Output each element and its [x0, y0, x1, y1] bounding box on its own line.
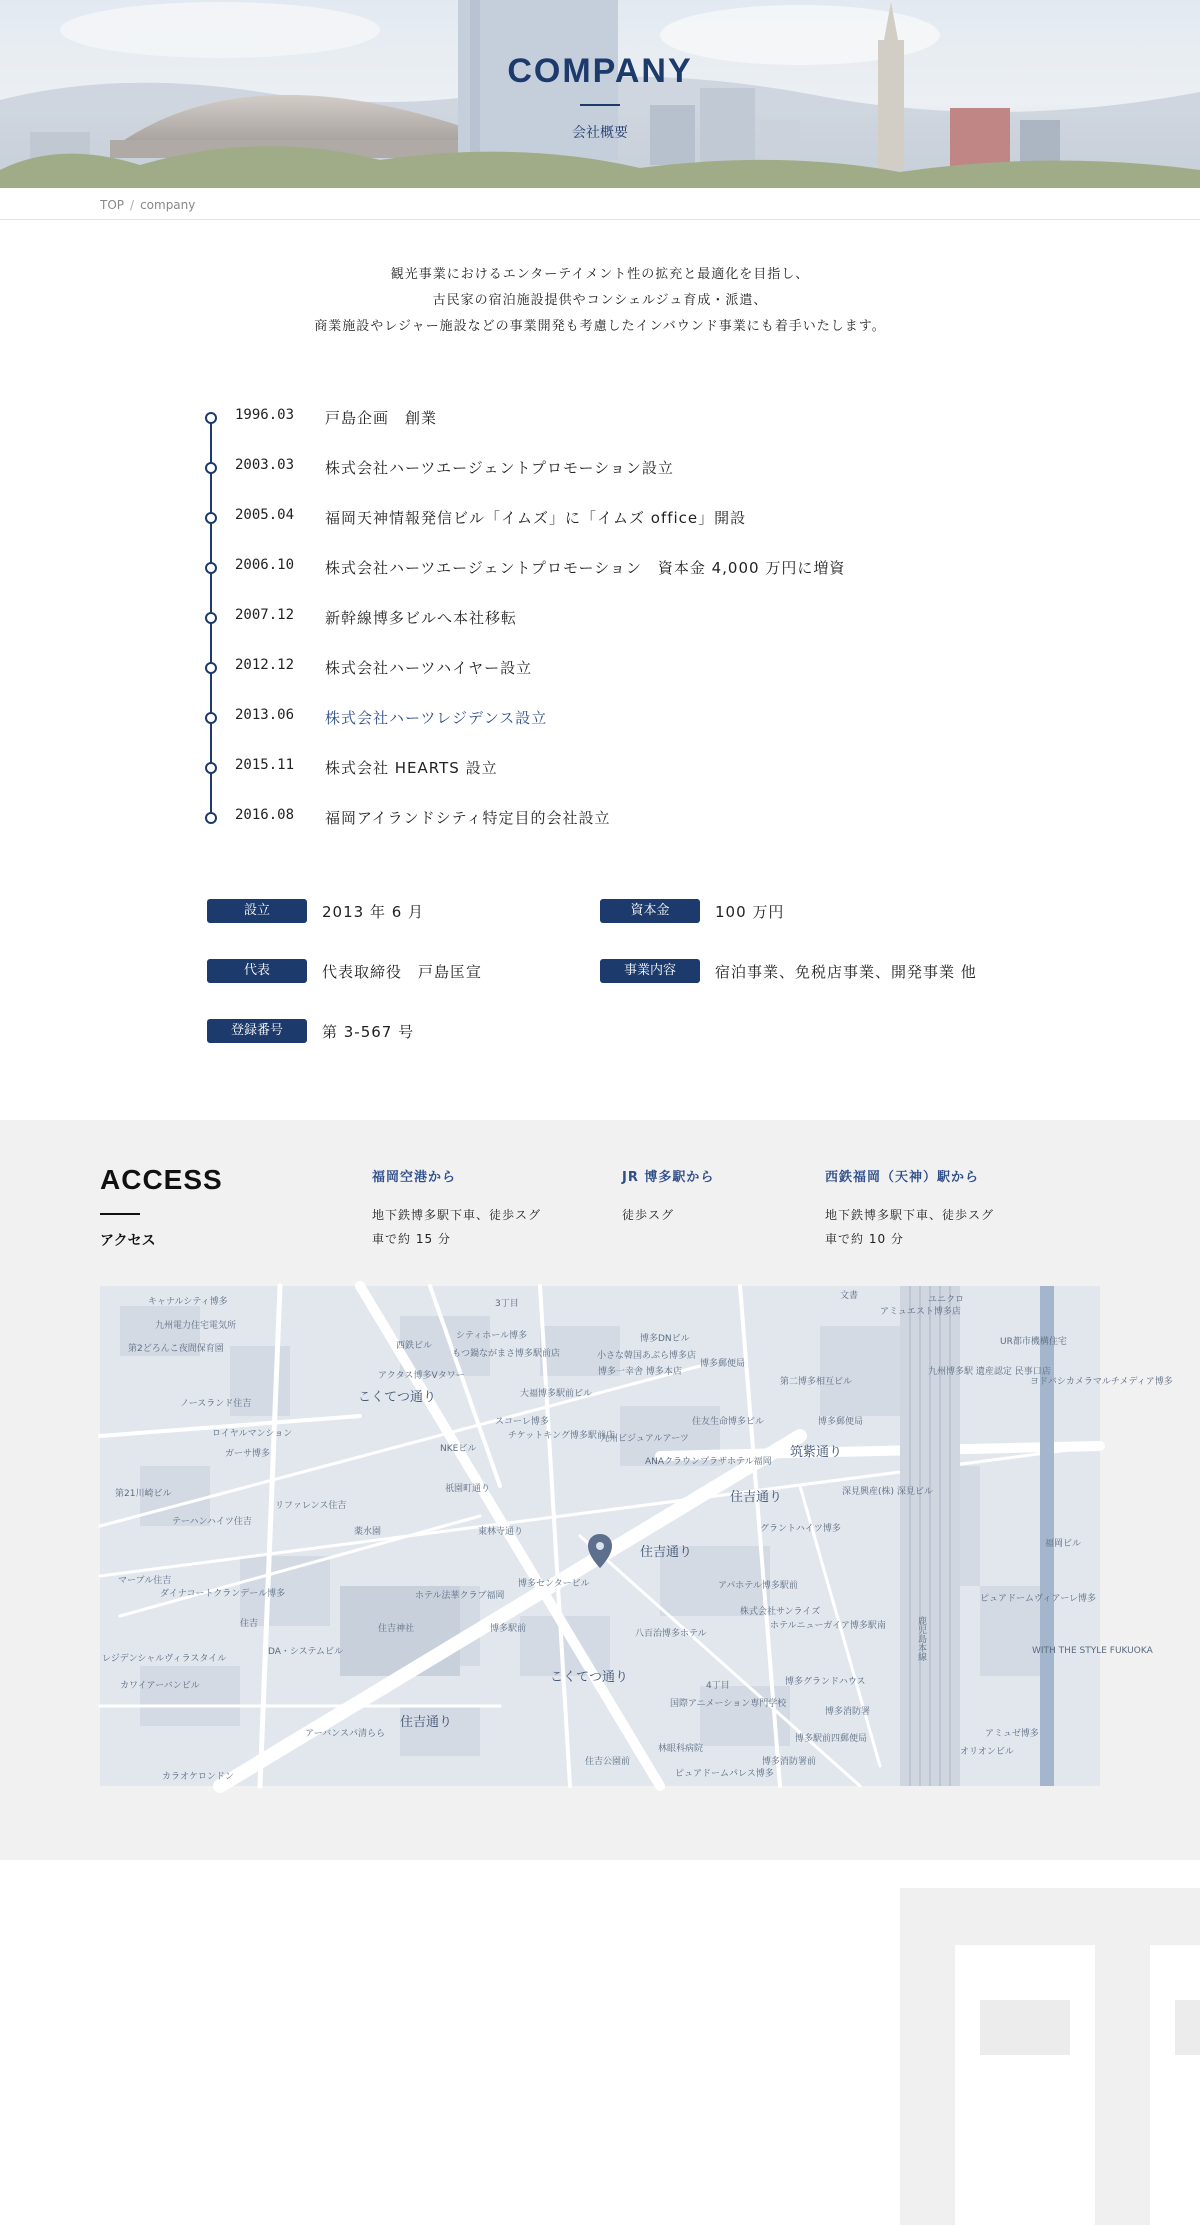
map-label: マーブル住吉	[118, 1576, 172, 1586]
map-street-label: 祇園町通り	[445, 1484, 491, 1494]
map-label: 国際アニメーション専門学校	[670, 1699, 787, 1709]
route-heading: 福岡空港から	[372, 1170, 457, 1185]
info-label: 代表	[207, 959, 307, 983]
timeline-year: 2005.04	[235, 507, 295, 523]
map-label: UR都市機構住宅	[1000, 1337, 1067, 1347]
access-divider	[100, 1213, 140, 1215]
timeline-event-link[interactable]: 株式会社ハーツレジデンス設立	[325, 709, 548, 727]
map-label: ノースランド住吉	[180, 1399, 252, 1409]
map-label: ホテルニューガイア博多駅南	[770, 1621, 886, 1631]
map-label: 八百治博多ホテル	[635, 1629, 707, 1639]
timeline-item	[205, 455, 1005, 479]
map-label: ホテル法華クラブ福岡	[415, 1591, 505, 1601]
info-value: 代表取締役 戸島匡宣	[322, 963, 483, 981]
map-label: 博多郵便局	[818, 1417, 864, 1427]
route-line: 車で約 10 分	[825, 1232, 904, 1246]
footer-decoration-panel	[1175, 2000, 1200, 2055]
city-skyline-image	[0, 0, 1200, 188]
access-map[interactable]	[100, 1286, 1173, 1786]
map-label: 九州電力住宅電気所	[155, 1321, 237, 1331]
map-label: 林眼科病院	[658, 1744, 704, 1754]
map-label: 住吉	[240, 1619, 259, 1629]
timeline-dot	[205, 762, 217, 774]
timeline-year: 2006.10	[235, 557, 295, 573]
map-label: 福岡ビル	[1045, 1539, 1082, 1549]
timeline-dot	[205, 662, 217, 674]
access-section	[0, 1120, 1200, 1860]
info-value: 第 3-567 号	[322, 1023, 415, 1041]
map-label: 住吉神社	[378, 1624, 415, 1634]
timeline-event: 新幹線博多ビルへ本社移転	[325, 609, 518, 627]
timeline-item	[205, 605, 1005, 629]
map-label: 第二博多相互ビル	[780, 1377, 853, 1387]
route-heading: 西鉄福岡（天神）駅から	[825, 1170, 980, 1185]
timeline-item	[205, 705, 1005, 729]
info-label: 登録番号	[207, 1019, 307, 1043]
map-label: 第2どろんこ夜間保育園	[128, 1344, 224, 1354]
timeline-year: 2003.03	[235, 457, 295, 473]
map-label: WITH THE STYLE FUKUOKA	[1032, 1646, 1153, 1656]
route-nishitetsu	[825, 1166, 1045, 1251]
map-label: 第21川崎ビル	[115, 1489, 172, 1499]
info-founded	[207, 899, 567, 925]
timeline-event: 株式会社ハーツエージェントプロモーション 資本金 4,000 万円に増資	[325, 559, 846, 577]
info-label: 事業内容	[600, 959, 700, 983]
map-label: 西鉄ビル	[396, 1341, 433, 1351]
map-label: アパホテル博多駅前	[718, 1581, 798, 1591]
map-label: 博多DNビル	[640, 1334, 690, 1344]
footer-decoration-window	[955, 1945, 1095, 2225]
route-heading: JR 博多駅から	[622, 1170, 715, 1185]
page-subtitle: 会社概要	[572, 125, 628, 141]
route-airport	[372, 1166, 592, 1251]
timeline-item	[205, 405, 1005, 429]
map-label: 4丁目	[706, 1681, 730, 1691]
breadcrumb-divider	[0, 219, 1200, 220]
timeline-year: 2007.12	[235, 607, 295, 623]
footer-decoration-window	[1150, 1945, 1200, 2225]
route-jr-hakata	[622, 1166, 842, 1227]
map-label: アミュエスト博多店	[880, 1307, 961, 1317]
map-label: もつ鍋ながまさ博多駅前店	[452, 1349, 561, 1359]
map-label: ガーサ博多	[225, 1449, 271, 1459]
map-label: 博多センタービル	[518, 1579, 590, 1589]
map-label: ピュアドームヴィアーレ博多	[980, 1594, 1097, 1604]
breadcrumb-separator: /	[130, 198, 135, 212]
map-label: 深見興産(株) 深見ビル	[842, 1487, 933, 1497]
timeline-item	[205, 805, 1005, 829]
route-line: 地下鉄博多駅下車、徒歩スグ	[825, 1208, 995, 1222]
timeline-dot	[205, 812, 217, 824]
map-label: 住吉公園前	[585, 1757, 631, 1767]
timeline-year: 2016.08	[235, 807, 295, 823]
map-label: ロイヤルマンション	[212, 1429, 293, 1439]
map-label: ヨドバシカメラマルチメディア博多	[1030, 1377, 1173, 1387]
info-value: 100 万円	[715, 903, 785, 921]
map-label: 九州ビジュアルアーツ	[600, 1434, 689, 1444]
timeline-event: 株式会社ハーツエージェントプロモーション設立	[325, 459, 674, 477]
map-street-label: こくてつ通り	[550, 1670, 629, 1685]
timeline-event: 福岡アイランドシティ特定目的会社設立	[325, 809, 611, 827]
breadcrumb	[100, 198, 195, 212]
map-label: グラントハイツ博多	[760, 1524, 841, 1534]
map-label: 博多消防署	[825, 1707, 871, 1717]
hero-banner	[0, 0, 1200, 188]
company-history-timeline	[205, 395, 1005, 835]
timeline-item	[205, 505, 1005, 529]
map-label: 住友生命博多ビル	[692, 1417, 765, 1427]
map-label: キャナルシティ博多	[148, 1297, 228, 1307]
timeline-event: 福岡天神情報発信ビル「イムズ」に「イムズ office」開設	[325, 509, 747, 527]
info-registration	[207, 1019, 567, 1045]
breadcrumb-home-link[interactable]: TOP	[100, 198, 125, 212]
map-label: アーバンスパ清らら	[305, 1729, 386, 1739]
map-label: ユニクロ	[928, 1295, 965, 1305]
timeline-dot	[205, 412, 217, 424]
timeline-dot	[205, 512, 217, 524]
map-street-label: 住吉通り	[640, 1545, 693, 1560]
timeline-dot	[205, 712, 217, 724]
page-title: COMPANY	[507, 52, 693, 90]
map-label: レジデンシャルヴィラスタイル	[102, 1654, 227, 1664]
map-label: 博多郵便局	[700, 1359, 746, 1369]
map-label: シティホール博多	[456, 1331, 528, 1341]
map-label: ANAクラウンプラザホテル福岡	[645, 1457, 772, 1467]
info-value: 宿泊事業、免税店事業、開発事業 他	[715, 963, 977, 981]
map-label: NKEビル	[440, 1444, 477, 1454]
map-streets	[100, 1286, 1100, 1786]
timeline-event: 株式会社 HEARTS 設立	[325, 759, 498, 777]
map-label: テーハンハイツ住吉	[172, 1517, 252, 1527]
map-label: リファレンス住吉	[275, 1501, 347, 1511]
map-label: 鹿児島本線	[916, 1616, 926, 1661]
access-subtitle: アクセス	[100, 1233, 156, 1249]
map-label: 小さな韓国あぶら博多店	[597, 1351, 697, 1361]
timeline-year: 2013.06	[235, 707, 295, 723]
intro-line: 古民家の宿泊施設提供やコンシェルジュ育成・派遣、	[432, 293, 768, 308]
map-label: 博多グランドハウス	[785, 1677, 866, 1687]
info-capital	[600, 899, 1100, 925]
timeline-event: 戸島企画 創業	[325, 409, 438, 427]
map-label: 博多駅前	[490, 1624, 527, 1634]
map-label: 株式会社サンライズ	[740, 1607, 821, 1617]
map-label: 薬水園	[354, 1527, 382, 1537]
intro-line: 観光事業におけるエンターテイメント性の拡充と最適化を目指し、	[390, 267, 810, 282]
map-label: カラオケロンドン	[162, 1772, 234, 1782]
map-street-label: 筑紫通り	[790, 1445, 843, 1460]
map-street-label: こくてつ通り	[358, 1390, 437, 1405]
timeline-dot	[205, 462, 217, 474]
timeline-year: 2015.11	[235, 757, 295, 773]
map-street-label: 住吉通り	[730, 1490, 783, 1505]
info-label: 設立	[207, 899, 307, 923]
route-line: 車で約 15 分	[372, 1232, 451, 1246]
info-value: 2013 年 6 月	[322, 903, 425, 921]
map-label: DA・システムビル	[268, 1647, 344, 1657]
timeline-item	[205, 755, 1005, 779]
map-street-label: 住吉通り	[400, 1715, 453, 1730]
company-intro	[0, 262, 1200, 340]
route-line: 徒歩スグ	[622, 1208, 675, 1222]
map-label: 博多一幸舎 博多本店	[598, 1367, 682, 1377]
map-street-label: 東林寺通り	[478, 1527, 524, 1537]
intro-line: 商業施設やレジャー施設などの事業開発も考慮したインバウンド事業にも着手いたします。	[314, 319, 886, 334]
timeline-item	[205, 555, 1005, 579]
timeline-dot	[205, 612, 217, 624]
map-label: アミュゼ博多	[985, 1729, 1039, 1739]
map-label: オリオンビル	[960, 1747, 1014, 1757]
map-label: チケットキング博多駅前店	[508, 1431, 615, 1441]
map-label: 大福博多駅前ビル	[520, 1389, 593, 1399]
map-label: カワイアーバンビル	[120, 1681, 200, 1691]
info-label: 資本金	[600, 899, 700, 923]
breadcrumb-current: company	[140, 198, 196, 212]
map-label: スコーレ博多	[495, 1417, 549, 1427]
map-label: 3丁目	[495, 1299, 519, 1309]
info-representative	[207, 959, 567, 985]
footer-decoration-panel	[980, 2000, 1070, 2055]
timeline-item	[205, 655, 1005, 679]
timeline-year: 1996.03	[235, 407, 295, 423]
map-label: アクタス博多Vタワー	[378, 1371, 465, 1381]
map-label: 文書	[840, 1291, 859, 1301]
access-title: ACCESS	[100, 1164, 223, 1195]
map-label: ダイナコートクランデール博多	[160, 1589, 286, 1599]
map-label: 九州博多駅 遺産認定 民事口店	[928, 1367, 1051, 1377]
info-business	[600, 959, 1100, 985]
map-label: 博多駅前四郵便局	[795, 1734, 868, 1744]
timeline-event: 株式会社ハーツハイヤー設立	[325, 659, 533, 677]
title-divider	[580, 104, 620, 106]
map-label: ピュアドームパレス博多	[675, 1769, 774, 1779]
map-label: 博多消防署前	[762, 1757, 817, 1767]
route-line: 地下鉄博多駅下車、徒歩スグ	[372, 1208, 542, 1222]
timeline-year: 2012.12	[235, 657, 295, 673]
timeline-dot	[205, 562, 217, 574]
